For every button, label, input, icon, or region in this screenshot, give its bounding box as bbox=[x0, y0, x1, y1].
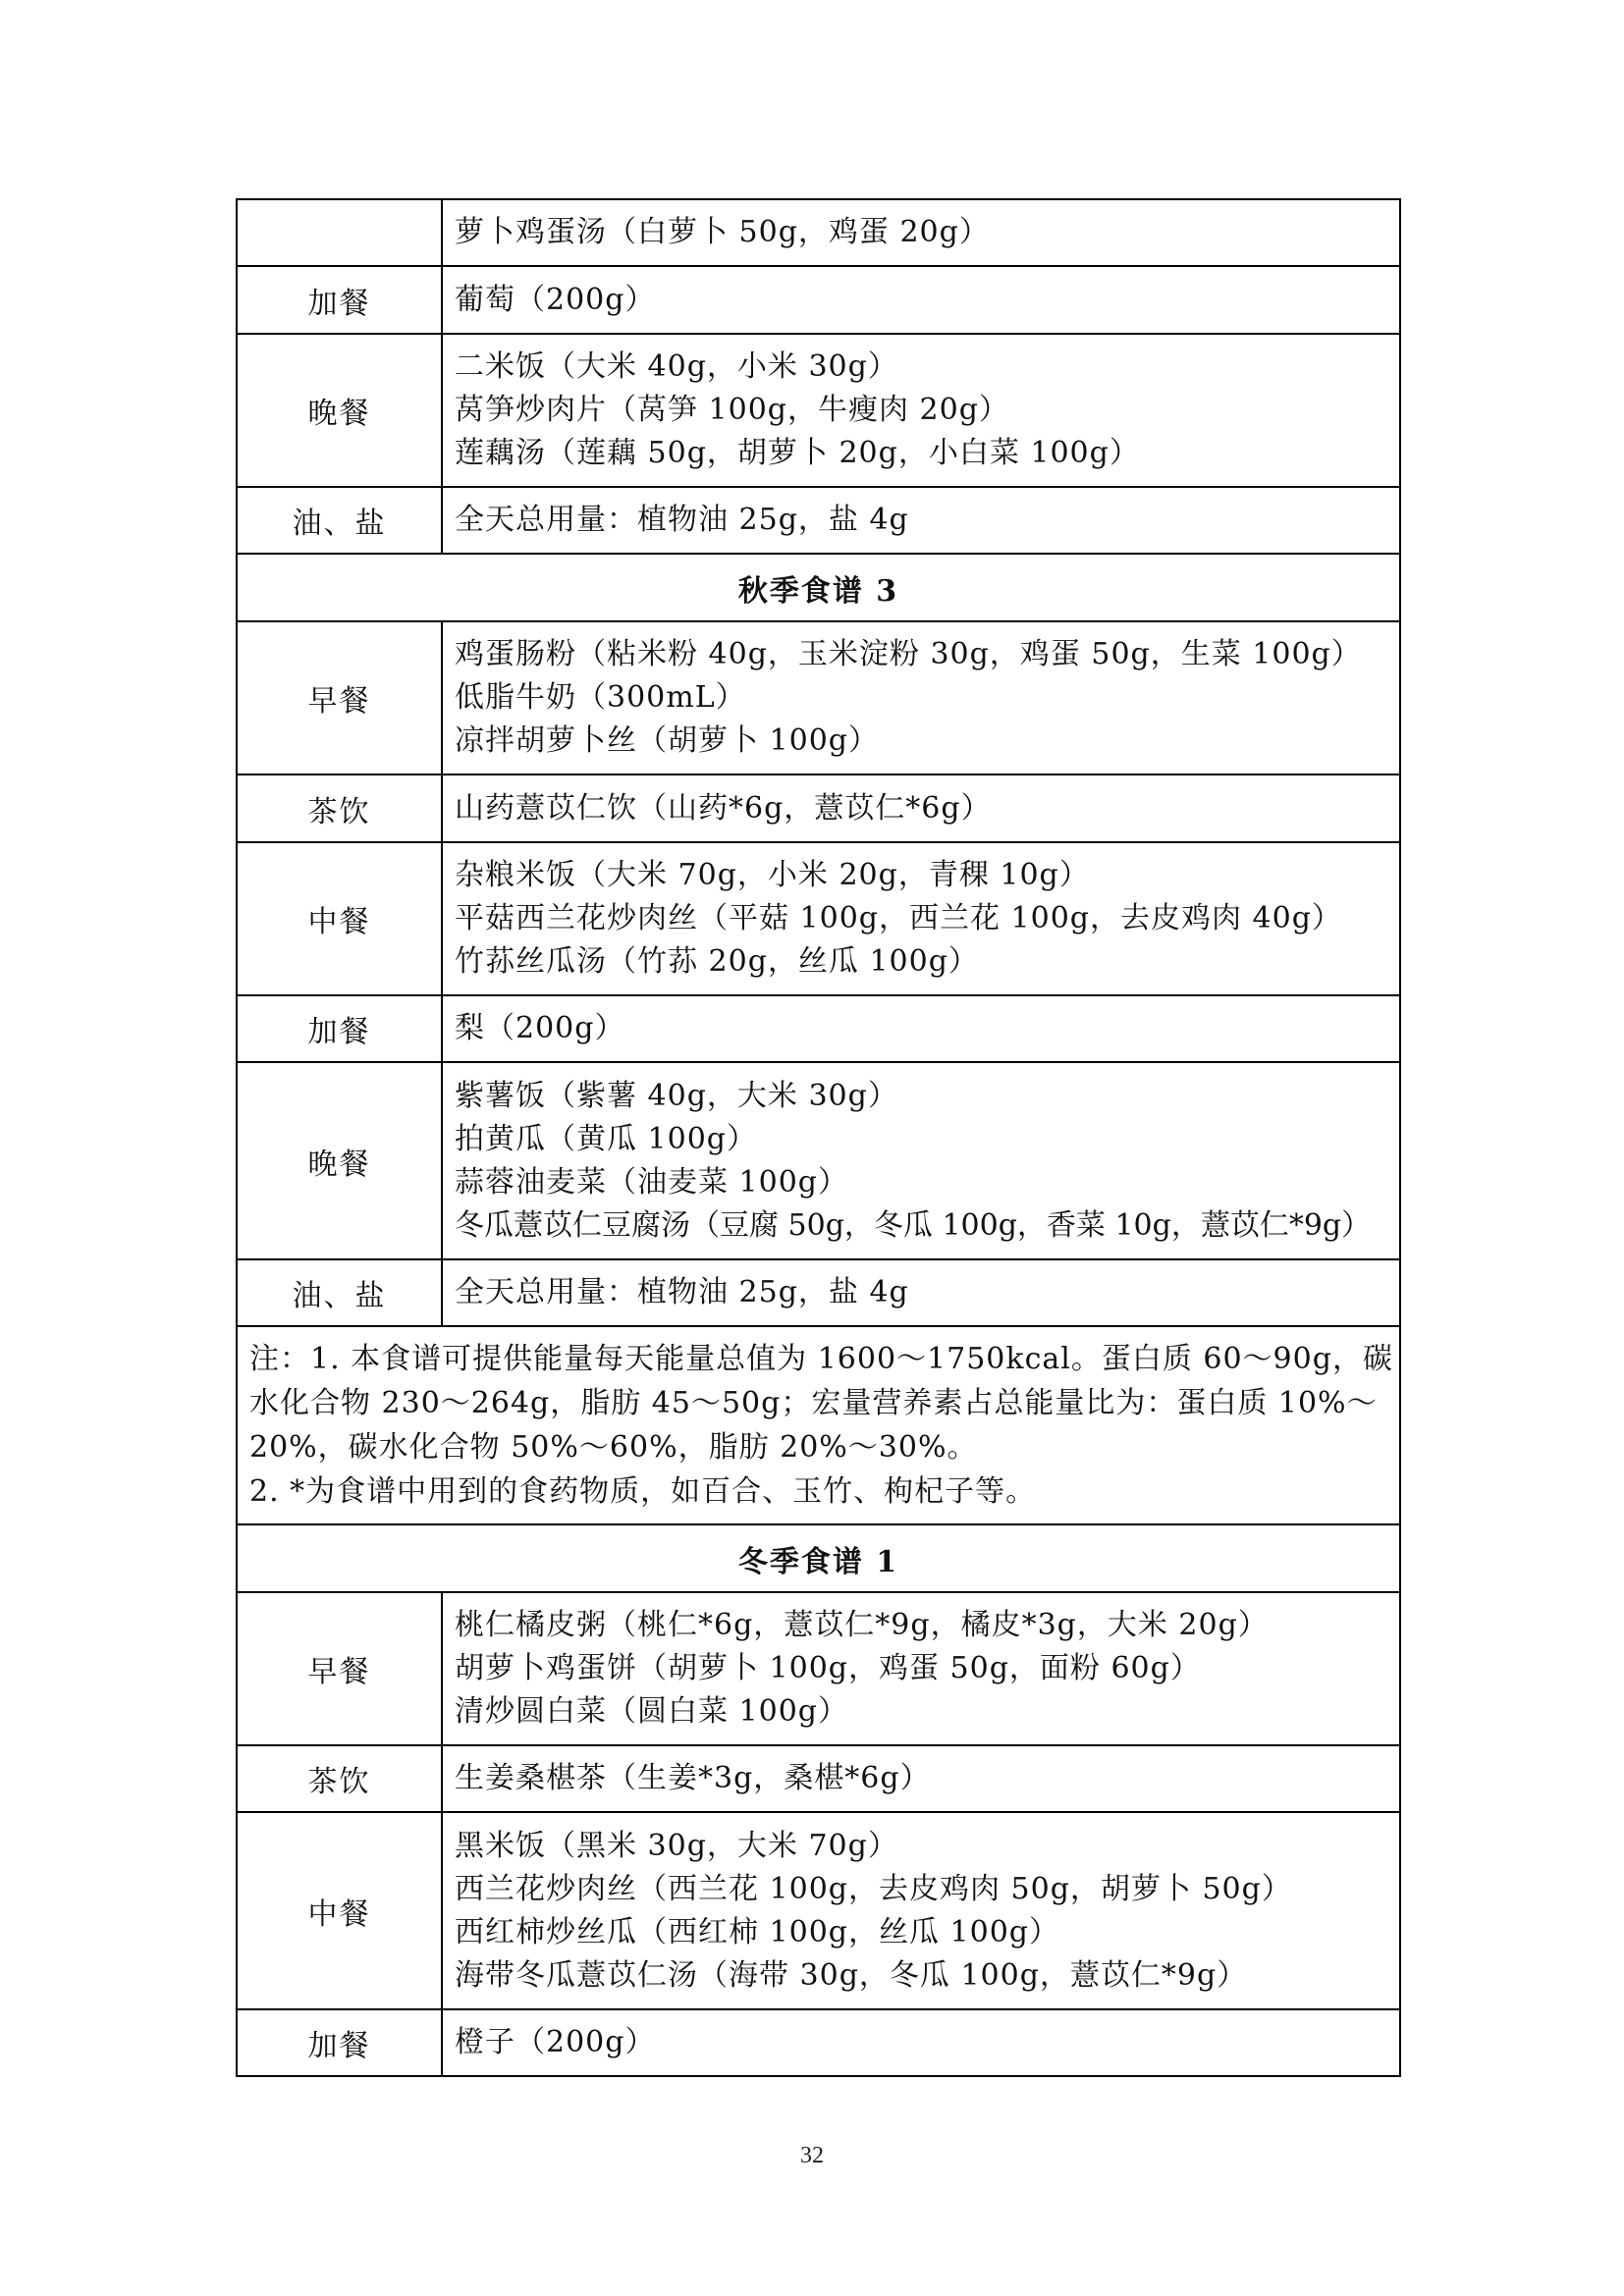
food-item: 西红柿炒丝瓜（西红柿 100g，丝瓜 100g） bbox=[455, 1914, 1060, 1949]
meal-label: 加餐 bbox=[237, 995, 442, 1062]
food-item: 萝卜鸡蛋汤（白萝卜 50g，鸡蛋 20g） bbox=[455, 215, 990, 249]
food-item: 紫薯饭（紫薯 40g，大米 30g） bbox=[455, 1078, 898, 1113]
note-line: 2. *为食谱中用到的食药物质，如百合、玉竹、枸杞子等。 bbox=[249, 1474, 1037, 1509]
food-item: 葡萄（200g） bbox=[455, 282, 656, 317]
note-row bbox=[237, 1326, 1400, 1524]
food-item: 桃仁橘皮粥（桃仁*6g，薏苡仁*9g，橘皮*3g，大米 20g） bbox=[455, 1608, 1269, 1642]
food-item: 蒜蓉油麦菜（油麦菜 100g） bbox=[455, 1164, 849, 1200]
nutrition-note bbox=[237, 1326, 1400, 1524]
section-title: 冬季食谱 1 bbox=[237, 1524, 1400, 1592]
table-row bbox=[237, 1259, 1400, 1326]
food-items bbox=[442, 2009, 1400, 2076]
note-line: 20%，碳水化合物 50%～60%，脂肪 20%～30%。 bbox=[249, 1430, 978, 1465]
food-item: 黑米饭（黑米 30g，大米 70g） bbox=[455, 1828, 898, 1863]
page-number: 32 bbox=[800, 2143, 824, 2168]
table-row bbox=[237, 621, 1400, 774]
food-items bbox=[442, 1812, 1400, 2009]
food-item: 拍黄瓜（黄瓜 100g） bbox=[455, 1121, 758, 1156]
food-item: 竹荪丝瓜汤（竹荪 20g，丝瓜 100g） bbox=[455, 944, 979, 979]
meal-label: 加餐 bbox=[237, 266, 442, 334]
food-item: 橙子（200g） bbox=[455, 2025, 656, 2059]
meal-label: 茶饮 bbox=[237, 1745, 442, 1812]
note-line: 注：1. 本食谱可提供能量每天能量总值为 1600～1750kcal。蛋白质 60～90g，碳 bbox=[249, 1342, 1393, 1376]
food-items bbox=[442, 995, 1400, 1062]
food-item: 梨（200g） bbox=[455, 1011, 625, 1045]
food-items bbox=[442, 1259, 1400, 1326]
table-row bbox=[237, 1812, 1400, 2009]
section-title-row bbox=[237, 554, 1400, 621]
food-items bbox=[442, 842, 1400, 995]
meal-label: 早餐 bbox=[237, 621, 442, 774]
table-row bbox=[237, 334, 1400, 487]
table-row bbox=[237, 2009, 1400, 2076]
food-item: 二米饭（大米 40g，小米 30g） bbox=[455, 349, 898, 384]
food-item: 海带冬瓜薏苡仁汤（海带 30g，冬瓜 100g，薏苡仁*9g） bbox=[455, 1957, 1248, 1993]
food-item: 杂粮米饭（大米 70g，小米 20g，青稞 10g） bbox=[455, 858, 1090, 892]
food-items bbox=[442, 334, 1400, 487]
meal-label: 晚餐 bbox=[237, 334, 442, 487]
food-item: 全天总用量：植物油 25g，盐 4g bbox=[455, 503, 909, 537]
food-item: 清炒圆白菜（圆白菜 100g） bbox=[455, 1694, 849, 1729]
table-row bbox=[237, 1745, 1400, 1812]
table-row bbox=[237, 842, 1400, 995]
food-item: 冬瓜薏苡仁豆腐汤（豆腐 50g，冬瓜 100g，香菜 10g，薏苡仁*9g） bbox=[455, 1207, 1372, 1243]
meal-label: 早餐 bbox=[237, 1592, 442, 1745]
food-items bbox=[442, 487, 1400, 554]
table-row bbox=[237, 266, 1400, 334]
meal-label: 茶饮 bbox=[237, 774, 442, 842]
meal-label bbox=[237, 199, 442, 266]
food-items bbox=[442, 621, 1400, 774]
food-item: 山药薏苡仁饮（山药*6g，薏苡仁*6g） bbox=[455, 790, 992, 826]
table-row bbox=[237, 1062, 1400, 1259]
food-item: 平菇西兰花炒肉丝（平菇 100g，西兰花 100g，去皮鸡肉 40g） bbox=[455, 901, 1342, 935]
table-row bbox=[237, 995, 1400, 1062]
food-item: 莴笋炒肉片（莴笋 100g，牛瘦肉 20g） bbox=[455, 393, 1009, 427]
menu-table bbox=[236, 198, 1401, 2077]
food-item: 全天总用量：植物油 25g，盐 4g bbox=[455, 1275, 909, 1309]
food-item: 低脂牛奶（300mL） bbox=[455, 680, 746, 715]
meal-label: 晚餐 bbox=[237, 1062, 442, 1259]
food-item: 西兰花炒肉丝（西兰花 100g，去皮鸡肉 50g，胡萝卜 50g） bbox=[455, 1871, 1292, 1906]
food-item: 鸡蛋肠粉（粘米粉 40g，玉米淀粉 30g，鸡蛋 50g，生菜 100g） bbox=[455, 637, 1362, 671]
meal-label: 加餐 bbox=[237, 2009, 442, 2076]
note-line: 水化合物 230～264g，脂肪 45～50g；宏量营养素占总能量比为：蛋白质 10%～ bbox=[249, 1386, 1378, 1420]
food-item: 胡萝卜鸡蛋饼（胡萝卜 100g，鸡蛋 50g，面粉 60g） bbox=[455, 1651, 1201, 1685]
meal-label: 油、盐 bbox=[237, 487, 442, 554]
table-row bbox=[237, 774, 1400, 842]
food-items bbox=[442, 199, 1400, 266]
food-items bbox=[442, 774, 1400, 842]
food-item: 凉拌胡萝卜丝（胡萝卜 100g） bbox=[455, 723, 880, 758]
food-items bbox=[442, 266, 1400, 334]
food-items bbox=[442, 1745, 1400, 1812]
table-row bbox=[237, 1592, 1400, 1745]
menu-table-body bbox=[237, 199, 1400, 2076]
section-title-row bbox=[237, 1524, 1400, 1592]
table-row bbox=[237, 199, 1400, 266]
table-row bbox=[237, 487, 1400, 554]
meal-label: 中餐 bbox=[237, 1812, 442, 2009]
food-items bbox=[442, 1062, 1400, 1259]
food-items bbox=[442, 1592, 1400, 1745]
meal-label: 油、盐 bbox=[237, 1259, 442, 1326]
section-title: 秋季食谱 3 bbox=[237, 554, 1400, 621]
food-item: 生姜桑椹茶（生姜*3g，桑椹*6g） bbox=[455, 1761, 931, 1795]
food-item: 莲藕汤（莲藕 50g，胡萝卜 20g，小白菜 100g） bbox=[455, 436, 1140, 470]
meal-label: 中餐 bbox=[237, 842, 442, 995]
